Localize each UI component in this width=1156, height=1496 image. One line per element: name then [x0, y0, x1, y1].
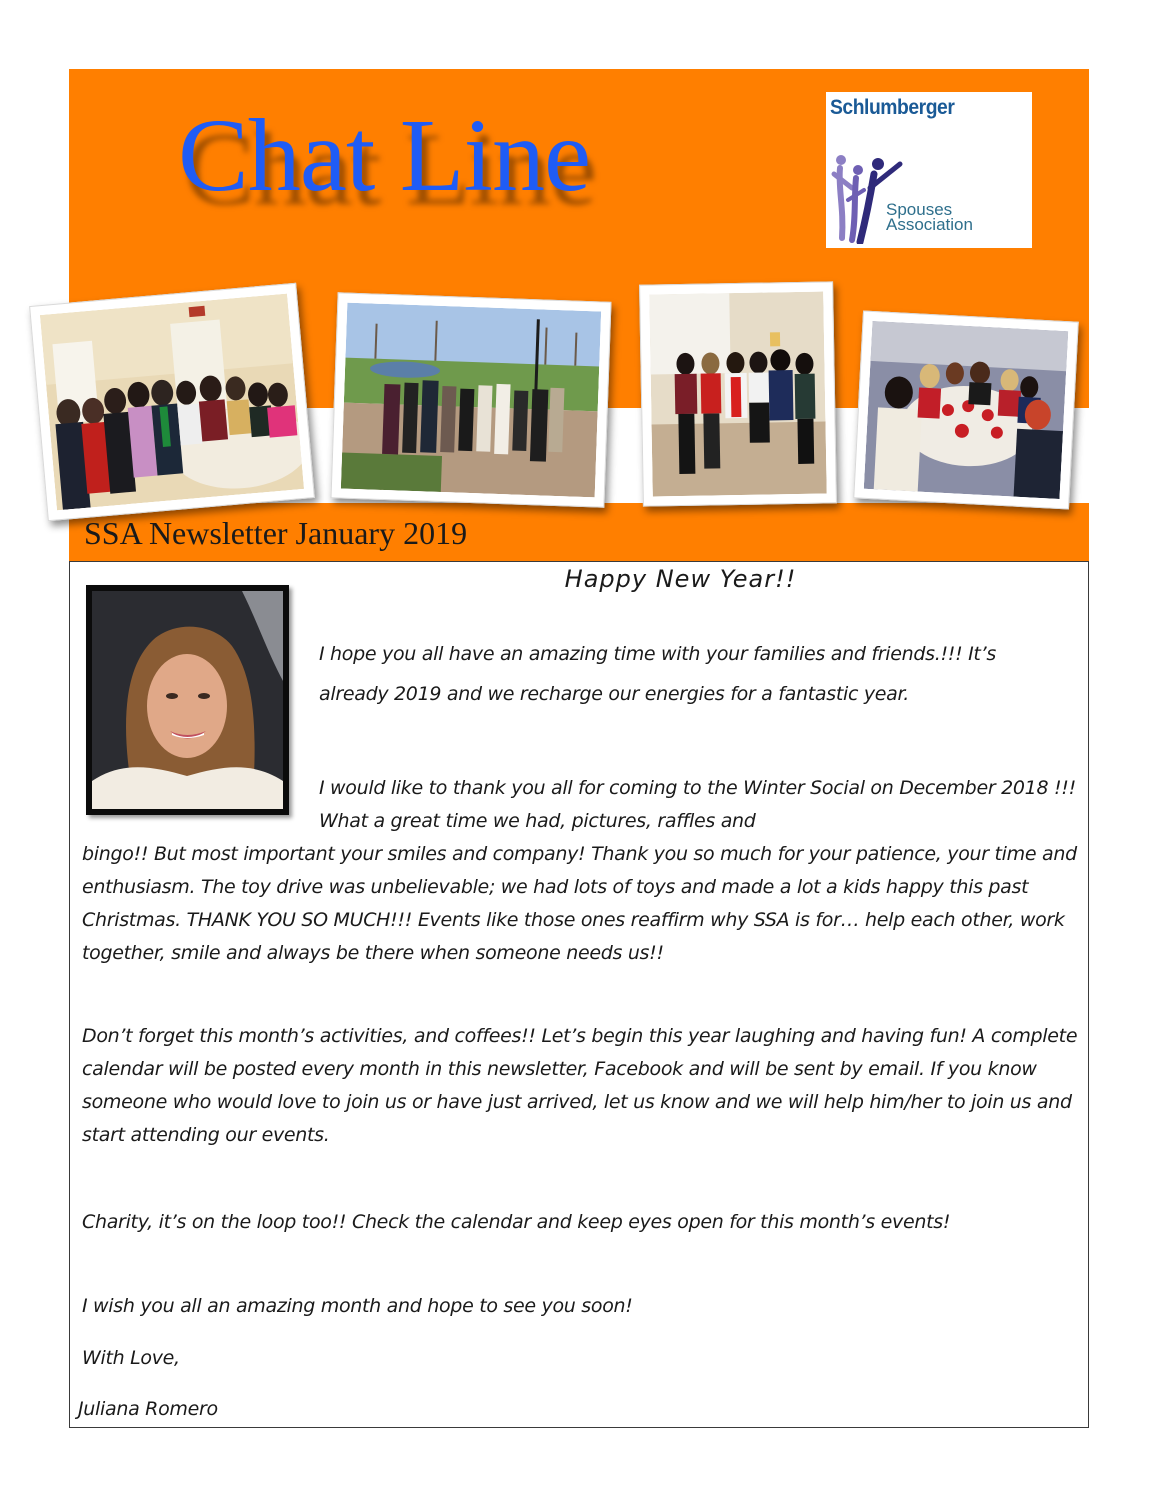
photo-golf-course-image [341, 303, 601, 498]
group-photo-hallway [639, 281, 837, 506]
issue-title: SSA Newsletter January 2019 [84, 515, 468, 551]
letter-paragraph-3: Don’t forget this month’s activities, and coffees!! Let’s begin this year laughing and having fun! A complete calendar will be posted every month in this newsletter, Facebook and will be sent by email. If you know someone who would love to join us or have just arrived, let us know and we will help him/her to join us and start attending our events. [82, 1025, 1078, 1146]
logo-subtitle-line2: Association [886, 215, 973, 234]
ssa-logo [826, 92, 1032, 248]
photo-hallway-image [649, 291, 826, 496]
logo-subtitle-line1: Spouses [886, 200, 953, 219]
letter-paragraph-1: I hope you all have an amazing time with your families and friends.!!! It’s already 2019 and we recharge our energies for a fantastic year. [319, 643, 996, 705]
photo-dining-room-image [40, 294, 304, 511]
letter-paragraph-2-start: I would like to thank you all for coming to the Winter Social on December 2018 !!! What a great time we had, pictures, raffles and [319, 777, 1076, 832]
letter-paragraph-4: Charity, it’s on the loop too!! Check the calendar and keep eyes open for this month’s events! [82, 1211, 951, 1233]
group-photo-dining-room [29, 283, 315, 522]
logo-brand-text: Schlumberger [830, 96, 955, 119]
author-photo [86, 585, 289, 815]
masthead-title: Chat Line [178, 98, 591, 213]
letter-closing: With Love, [82, 1347, 180, 1369]
author-portrait-image [92, 591, 283, 809]
group-photo-golf-course [330, 292, 611, 507]
letter-heading: Happy New Year!! [564, 565, 797, 593]
photo-round-table-image [864, 321, 1069, 499]
group-photo-round-table [853, 310, 1079, 509]
letter-paragraph-5: I wish you all an amazing month and hope to see you soon! [82, 1295, 633, 1317]
logo-subtitle [886, 202, 973, 232]
letter-signature: Juliana Romero [78, 1398, 218, 1420]
letter-paragraph-2-continued: bingo!! But most important your smiles and company! Thank you so much for your patience, your time and enthusiasm. The toy drive was unbelievable; we had lots of toys and made a lot a kids happy this past Christmas. THANK YOU SO MUCH!!! Events like those ones reaffirm why SSA is for… help each other, work together, smile and always be there when someone needs us!! [82, 843, 1077, 964]
